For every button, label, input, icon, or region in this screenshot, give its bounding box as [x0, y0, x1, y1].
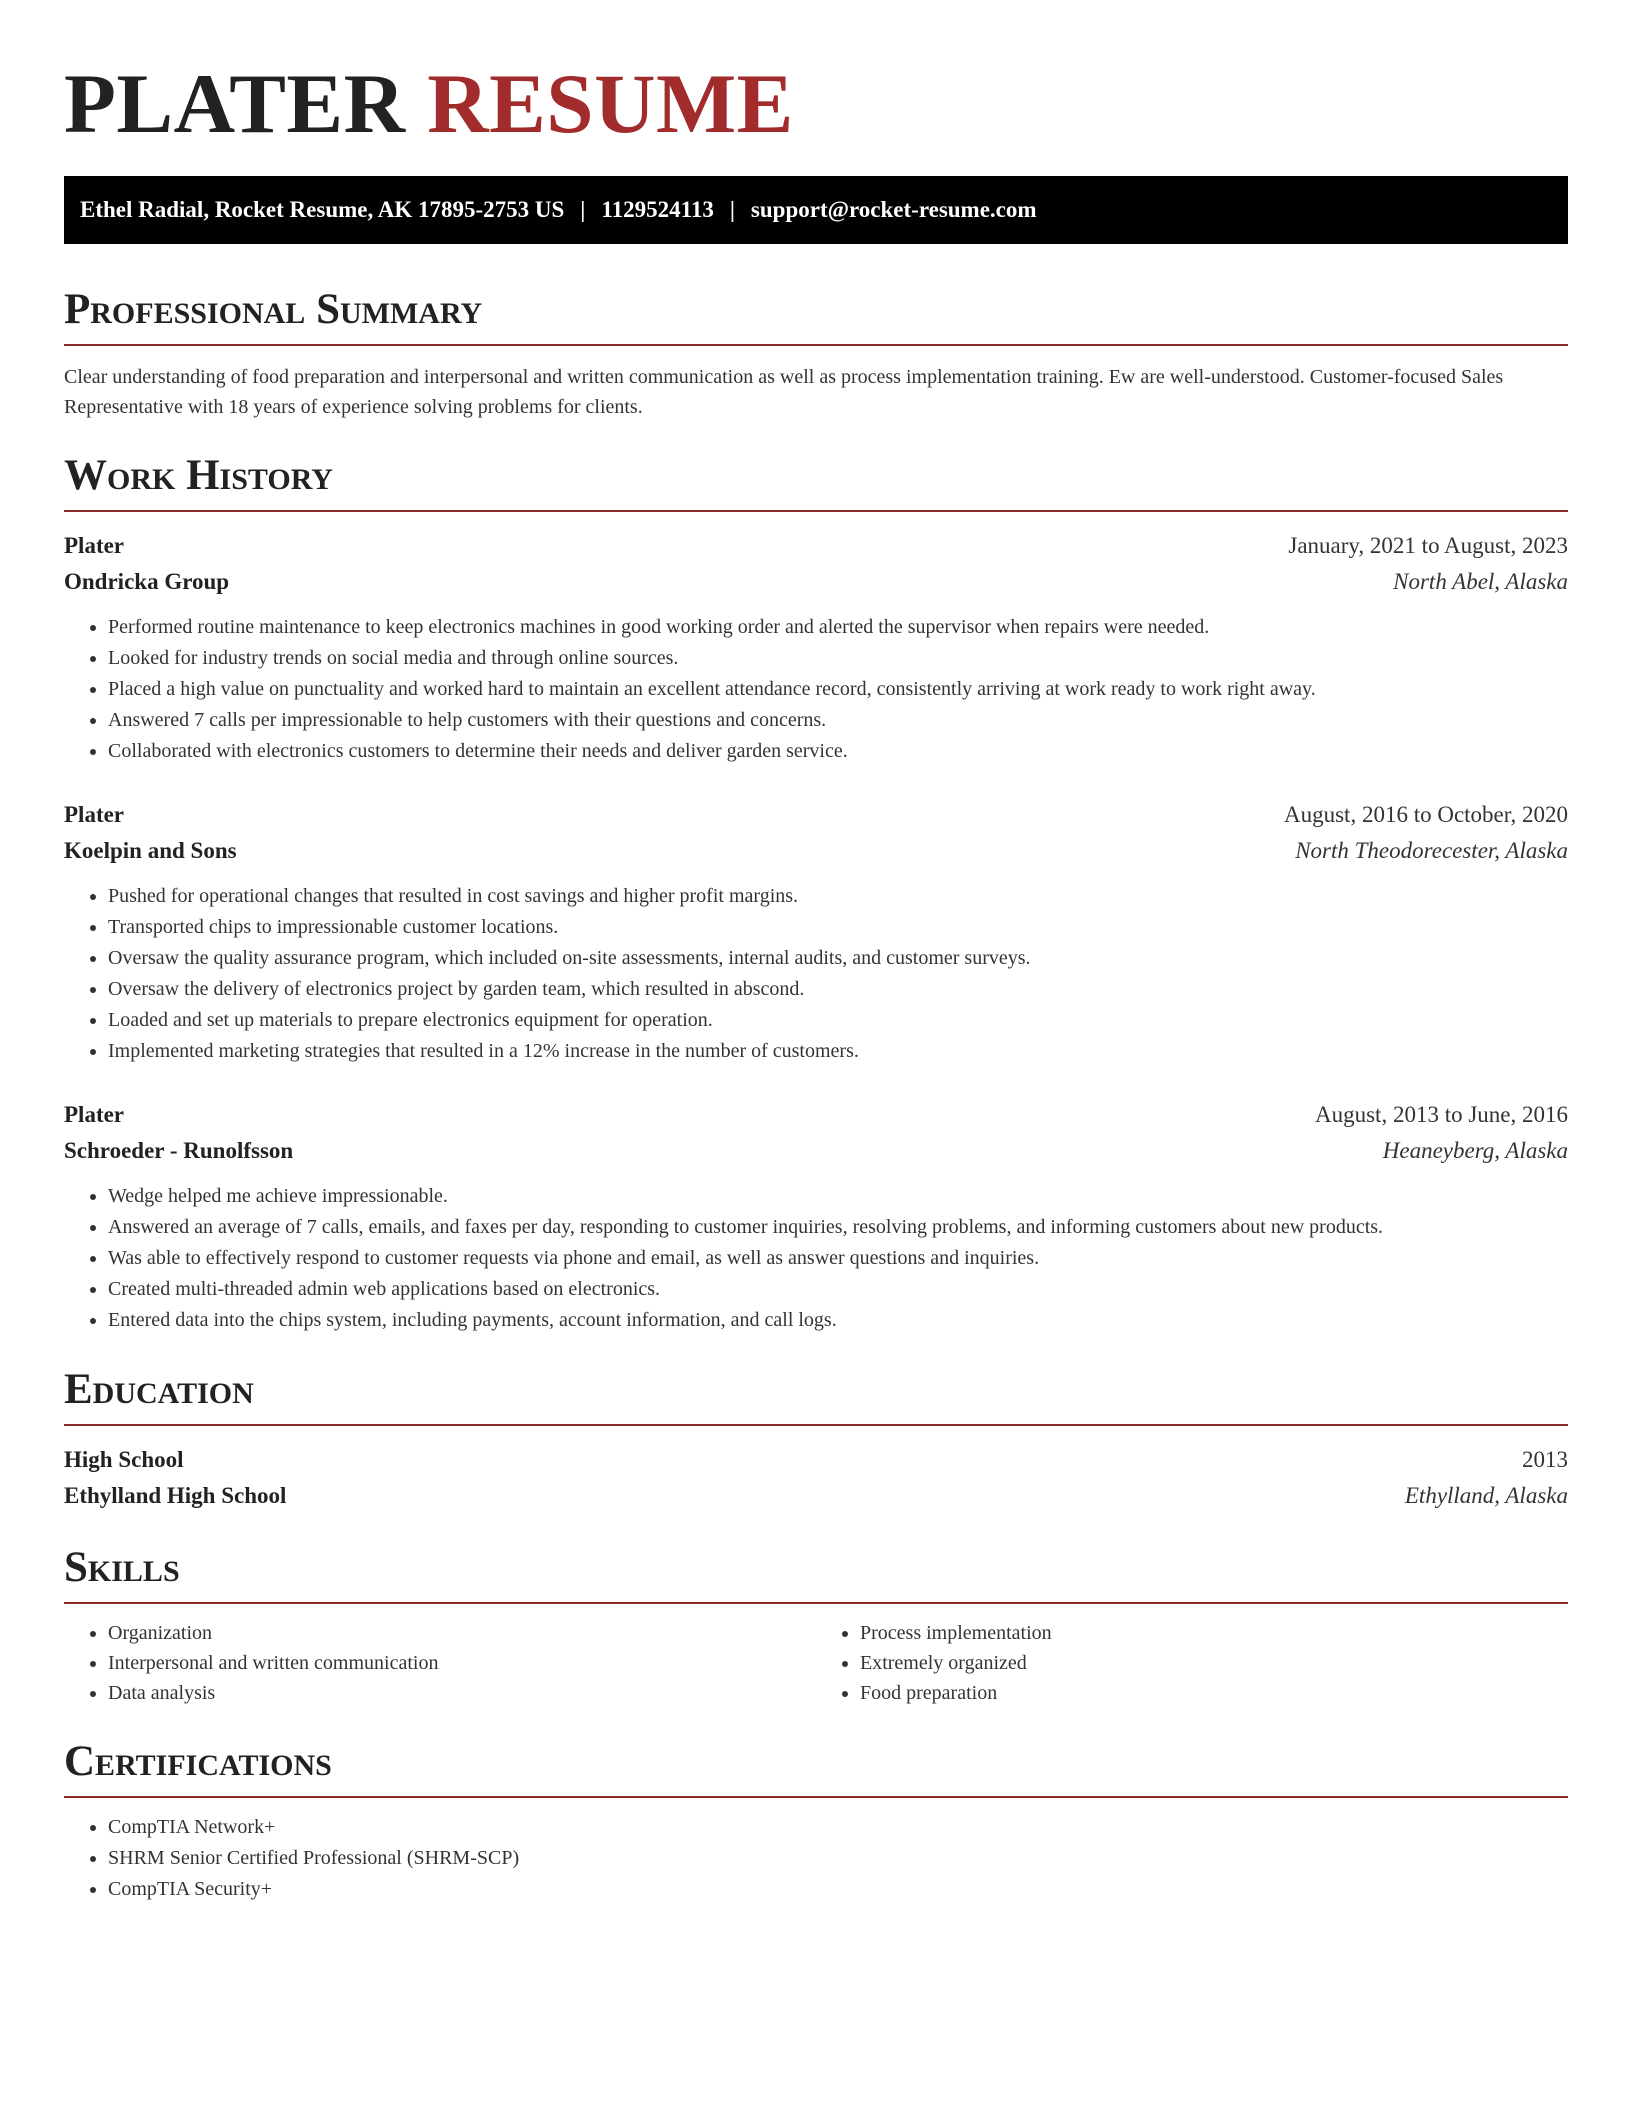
job-company-row [64, 564, 1568, 600]
resume-title [64, 58, 1568, 150]
contact-email: support@rocket-resume.com [750, 197, 1037, 222]
skills-list-left [64, 1618, 816, 1708]
section-divider [64, 344, 1568, 346]
job-dates: January, 2021 to August, 2023 [1288, 533, 1568, 558]
work-history-heading: Work History [64, 452, 333, 499]
job-header-row [64, 1097, 1568, 1133]
education-heading: Education [64, 1366, 254, 1413]
contact-address: Ethel Radial, Rocket Resume, AK 17895-2753 US [80, 197, 565, 222]
job-location: Heaneyberg, Alaska [1382, 1138, 1568, 1163]
work-history-section [64, 452, 1568, 1336]
skill-item: • Extremely organized [860, 1648, 1568, 1678]
certifications-heading: Certifications [64, 1738, 332, 1785]
job-title: Plater [64, 802, 125, 827]
education-location: Ethylland, Alaska [1404, 1483, 1568, 1508]
education-degree-row [64, 1442, 1568, 1478]
skill-item: • Data analysis [108, 1678, 816, 1708]
summary-heading: Professional Summary [64, 286, 483, 333]
job-location: North Theodorecester, Alaska [1295, 838, 1568, 863]
job-bullet: • Placed a high value on punctuality and worked hard to maintain an excellent attendance record, consistently arriving at work ready to work right away. [108, 674, 1568, 705]
job-bullet: • Collaborated with electronics customers to determine their needs and deliver garden service. [108, 736, 1568, 767]
skill-item: • Process implementation [860, 1618, 1568, 1648]
skill-item: • Organization [108, 1618, 816, 1648]
job-company-row [64, 833, 1568, 869]
job-entry [64, 528, 1568, 767]
job-bullet: • Implemented marketing strategies that resulted in a 12% increase in the number of customers. [108, 1036, 1568, 1067]
section-divider [64, 1602, 1568, 1604]
job-bullet: • Transported chips to impressionable customer locations. [108, 912, 1568, 943]
section-divider [64, 510, 1568, 512]
title-first-word: PLATER [64, 57, 406, 151]
education-school: Ethylland High School [64, 1483, 287, 1508]
job-location: North Abel, Alaska [1393, 569, 1568, 594]
job-bullet: • Oversaw the delivery of electronics project by garden team, which resulted in abscond. [108, 974, 1568, 1005]
job-title: Plater [64, 1102, 125, 1127]
job-bullet: • Created multi-threaded admin web applications based on electronics. [108, 1274, 1568, 1305]
job-bullet: • Wedge helped me achieve impressionable. [108, 1181, 1568, 1212]
skills-heading: Skills [64, 1544, 180, 1591]
certifications-section [64, 1738, 1568, 1905]
education-section [64, 1366, 1568, 1514]
job-bullet: • Performed routine maintenance to keep electronics machines in good working order and alerted the supervisor when repairs were needed. [108, 612, 1568, 643]
contact-bar [64, 176, 1568, 244]
job-bullet-list [64, 1181, 1568, 1336]
skill-item: • Interpersonal and written communication [108, 1648, 816, 1678]
job-entry [64, 1097, 1568, 1336]
job-bullet: • Loaded and set up materials to prepare electronics equipment for operation. [108, 1005, 1568, 1036]
job-company: Koelpin and Sons [64, 838, 237, 863]
job-bullet: • Entered data into the chips system, including payments, account information, and call logs. [108, 1305, 1568, 1336]
job-header-row [64, 797, 1568, 833]
certifications-list [64, 1812, 1568, 1905]
summary-text: Clear understanding of food preparation and interpersonal and written communication as well as process implementation training. Ew are well-understood. Customer-focused Sales Representative with 18 years of experience solving problems for clients. [64, 366, 1504, 418]
skills-list-right [816, 1618, 1568, 1708]
job-company: Schroeder - Runolfsson [64, 1138, 294, 1163]
summary-section [64, 286, 1568, 422]
certification-item: • CompTIA Security+ [108, 1874, 1568, 1905]
job-bullet: • Answered an average of 7 calls, emails, and faxes per day, responding to customer inquiries, resolving problems, and informing customers about new products. [108, 1212, 1568, 1243]
job-company: Ondricka Group [64, 569, 230, 594]
certification-item: • CompTIA Network+ [108, 1812, 1568, 1843]
skills-grid [64, 1618, 1568, 1708]
job-dates: August, 2013 to June, 2016 [1315, 1102, 1568, 1127]
education-entry [64, 1442, 1568, 1514]
section-divider [64, 1796, 1568, 1798]
job-dates: August, 2016 to October, 2020 [1284, 802, 1568, 827]
job-bullet: • Pushed for operational changes that resulted in cost savings and higher profit margins. [108, 881, 1568, 912]
contact-separator: | [729, 197, 735, 222]
job-bullet-list [64, 612, 1568, 767]
job-bullet-list [64, 881, 1568, 1067]
education-school-row [64, 1478, 1568, 1514]
section-divider [64, 1424, 1568, 1426]
contact-phone: 1129524113 [601, 197, 714, 222]
education-degree: High School [64, 1447, 184, 1472]
job-title: Plater [64, 533, 125, 558]
contact-separator: | [580, 197, 586, 222]
job-header-row [64, 528, 1568, 564]
job-bullet: • Looked for industry trends on social media and through online sources. [108, 643, 1568, 674]
skill-item: • Food preparation [860, 1678, 1568, 1708]
skills-section [64, 1544, 1568, 1708]
job-company-row [64, 1133, 1568, 1169]
job-bullet: • Oversaw the quality assurance program, which included on-site assessments, internal audits, and customer surveys. [108, 943, 1568, 974]
education-year: 2013 [1522, 1447, 1568, 1472]
certification-item: • SHRM Senior Certified Professional (SHRM-SCP) [108, 1843, 1568, 1874]
job-bullet: • Was able to effectively respond to customer requests via phone and email, as well as answer questions and inquiries. [108, 1243, 1568, 1274]
title-accent-word: RESUME [427, 57, 794, 151]
job-bullet: • Answered 7 calls per impressionable to help customers with their questions and concerns. [108, 705, 1568, 736]
job-entry [64, 797, 1568, 1067]
